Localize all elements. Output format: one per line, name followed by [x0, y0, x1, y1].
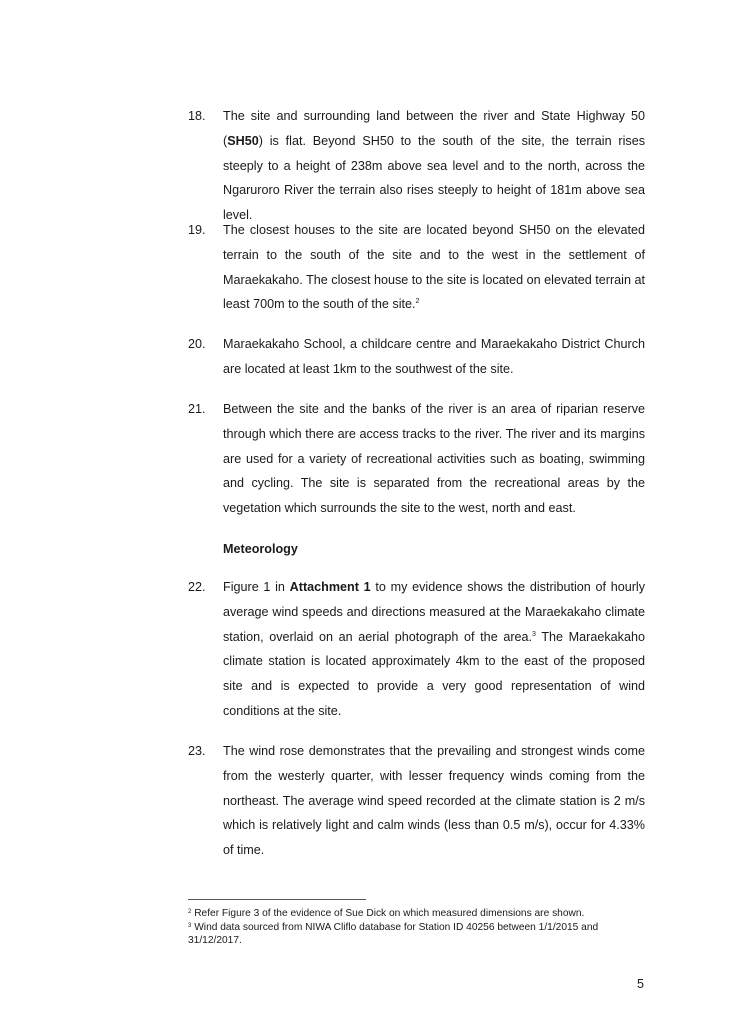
- paragraph-19: [188, 218, 645, 317]
- bold-term: SH50: [227, 133, 259, 148]
- paragraph-18: [188, 104, 645, 228]
- paragraph-text: The wind rose demonstrates that the prevailing and strongest winds come from the westerly quarter, with lesser frequency winds coming from the northeast. The average wind speed recorded at the climate station is 2 m/s which is relatively light and calm winds (less than 0.5 m/s), occur for 4.33% of time.: [223, 744, 645, 858]
- section-heading: Meteorology: [223, 542, 298, 556]
- paragraph-text: The closest houses to the site are located beyond SH50 on the elevated terrain to the south of the site and to the west in the settlement of Maraekakaho. The closest house to the site is located on elevated terrain at least 700m to the south of the site.$^2$: [223, 223, 645, 312]
- paragraph-21: [188, 397, 645, 521]
- paragraph-text: The site and surrounding land between the river and State Highway 50 (SH50) is flat. Beyond SH50 to the south of the site, the terrain rises steeply to a height of 238m above sea level and to the north, across the Ngaruroro River the terrain also rises steeply to height of 181m above sea level.: [223, 109, 645, 223]
- paragraph-text: Between the site and the banks of the river is an area of riparian reserve through which there are access tracks to the river. The river and its margins are used for a variety of recreational activities such as boating, swimming and cycling. The site is separated from the recreational areas by the vegetation which surrounds the site to the west, north and east.: [223, 402, 645, 516]
- page-number: 5: [637, 977, 645, 991]
- footnote-reference: 3: [532, 630, 536, 638]
- footnote: $^3$ Wind data sourced from NIWA Cliflo database for Station ID 40256 between 1/1/2015 and 31/12/2017.: [188, 921, 599, 947]
- paragraph-text: Figure 1 in Attachment 1 to my evidence shows the distribution of hourly average wind speeds and directions measured at the Maraekakaho climate station, overlaid on an aerial photograph of the area.$^3$ The Maraekakaho climate station is located approximately 4km to the east of the proposed site and is expected to provide a very good representation of wind conditions at the site.: [223, 580, 645, 718]
- paragraph-number: 18.: [188, 109, 206, 123]
- paragraph-number: 23.: [188, 744, 206, 758]
- footnote: $^2$ Refer Figure 3 of the evidence of Sue Dick on which measured dimensions are shown.: [188, 908, 585, 919]
- footnote-separator: [188, 899, 366, 900]
- paragraph-number: 22.: [188, 580, 206, 594]
- paragraph-text: Maraekakaho School, a childcare centre and Maraekakaho District Church are located at least 1km to the southwest of the site.: [223, 337, 645, 376]
- paragraph-20: [188, 332, 645, 382]
- paragraph-23: [188, 739, 645, 863]
- footnotes: [188, 907, 618, 948]
- paragraph-22: [188, 575, 645, 724]
- paragraph-number: 19.: [188, 223, 206, 237]
- paragraph-number: 20.: [188, 337, 206, 351]
- bold-term: Attachment 1: [289, 580, 371, 594]
- paragraph-number: 21.: [188, 402, 206, 416]
- footnote-reference: 2: [415, 298, 420, 306]
